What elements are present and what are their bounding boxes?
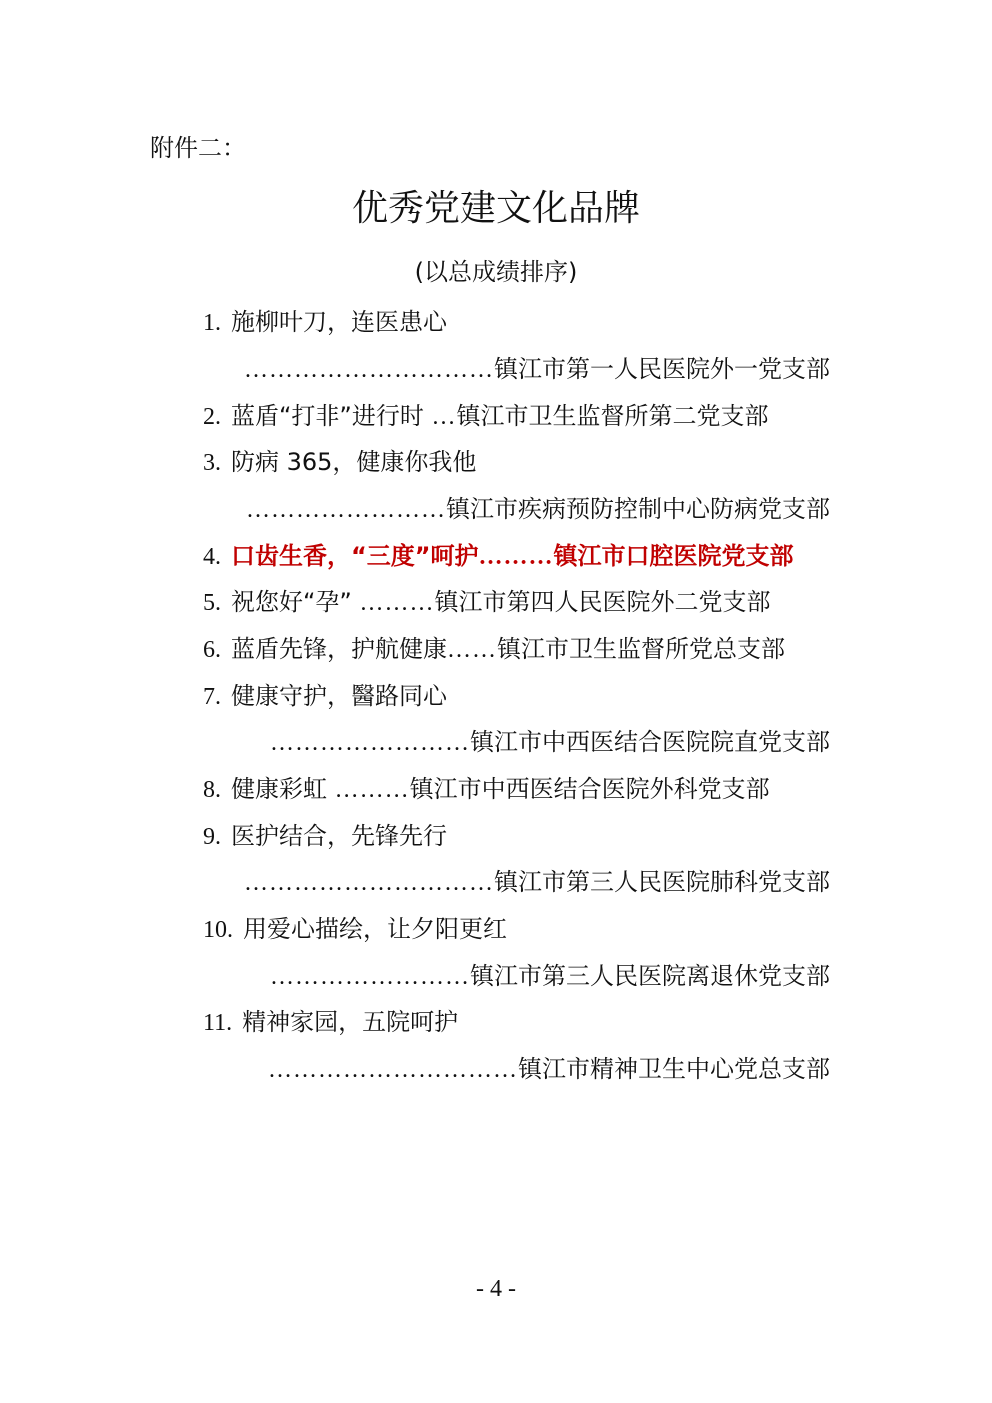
item-name: 医护结合，先锋先行 [231,822,447,850]
item-org: 镇江市第三人民医院离退休党支部 [470,962,830,990]
item-name: 口齿生香，“三度”呵护 [231,542,479,570]
leader-dots: …………………… [270,730,470,756]
item-org: 镇江市精神卫生中心党总支部 [518,1055,830,1083]
document-title: 优秀党建文化品牌 [351,188,640,229]
list-item-10-name [203,914,507,945]
leader-dots: …………………… [246,497,446,523]
item-number: 10. [203,917,233,943]
item-name: 健康守护，醫路同心 [231,682,447,710]
item-number: 7. [203,684,221,710]
item-org: 镇江市口腔医院党支部 [553,542,794,570]
item-org: 镇江市卫生监督所第二党支部 [456,402,769,430]
list-item-7-name [203,681,447,712]
item-name: 精神家园，五院呵护 [242,1008,459,1036]
item-number: 8. [203,777,221,803]
leader-dots: ……… [334,777,410,803]
item-org: 镇江市中西医结合医院院直党支部 [470,728,830,756]
leader-dots: ………………………… [268,1057,518,1083]
list-item-2 [203,401,769,432]
item-org: 镇江市疾病预防控制中心防病党支部 [446,495,830,523]
attachment-label: 附件二： [150,134,246,162]
document-subtitle: (以总成绩排序) [414,258,578,286]
page-number: - 4 - [476,1276,516,1302]
item-org: 镇江市卫生监督所党总支部 [497,635,785,663]
item-org: 镇江市第一人民医院外一党支部 [494,355,830,383]
item-name: 用爱心描绘，让夕阳更红 [243,915,507,943]
leader-dots: …… [447,637,497,663]
item-number: 3. [203,450,221,476]
list-item-11-name [203,1007,458,1038]
list-item-3-name [203,447,476,478]
leader-dots: … [431,404,457,430]
leader-dots: ……… [359,590,435,616]
item-org: 镇江市第三人民医院肺科党支部 [494,868,830,896]
item-name: 防病 365，健康你我他 [231,448,477,476]
leader-dots: ………………………… [244,357,494,383]
list-item-1-name [203,307,447,338]
leader-dots: …………………… [270,964,470,990]
item-number: 4. [203,544,221,570]
item-number: 1. [203,310,221,336]
list-item-3-org [246,494,830,525]
item-name: 施柳叶刀，连医患心 [231,308,447,336]
list-item-8 [203,774,770,805]
list-item-1-org [244,354,830,385]
item-number: 2. [203,404,221,430]
list-item-9-name [203,821,447,852]
leader-dots: ………………………… [244,870,494,896]
item-name: 祝您好“孕” [231,588,352,616]
leader-dots: ……… [478,544,554,570]
list-item-7-org [270,727,830,758]
item-number: 11. [203,1010,233,1036]
list-item-5 [203,587,771,618]
list-item-4 [203,541,794,572]
item-org: 镇江市第四人民医院外二党支部 [434,588,771,616]
list-item-9-org [244,867,830,898]
item-name: 蓝盾“打非”进行时 [231,402,424,430]
list-item-11-org [268,1054,830,1085]
item-name: 蓝盾先锋，护航健康 [231,635,447,663]
item-name: 健康彩虹 [231,775,327,803]
item-number: 5. [203,590,221,616]
list-item-10-org [270,961,830,992]
item-org: 镇江市中西医结合医院外科党支部 [409,775,770,803]
item-number: 9. [203,824,221,850]
list-item-6 [203,634,785,665]
item-number: 6. [203,637,221,663]
